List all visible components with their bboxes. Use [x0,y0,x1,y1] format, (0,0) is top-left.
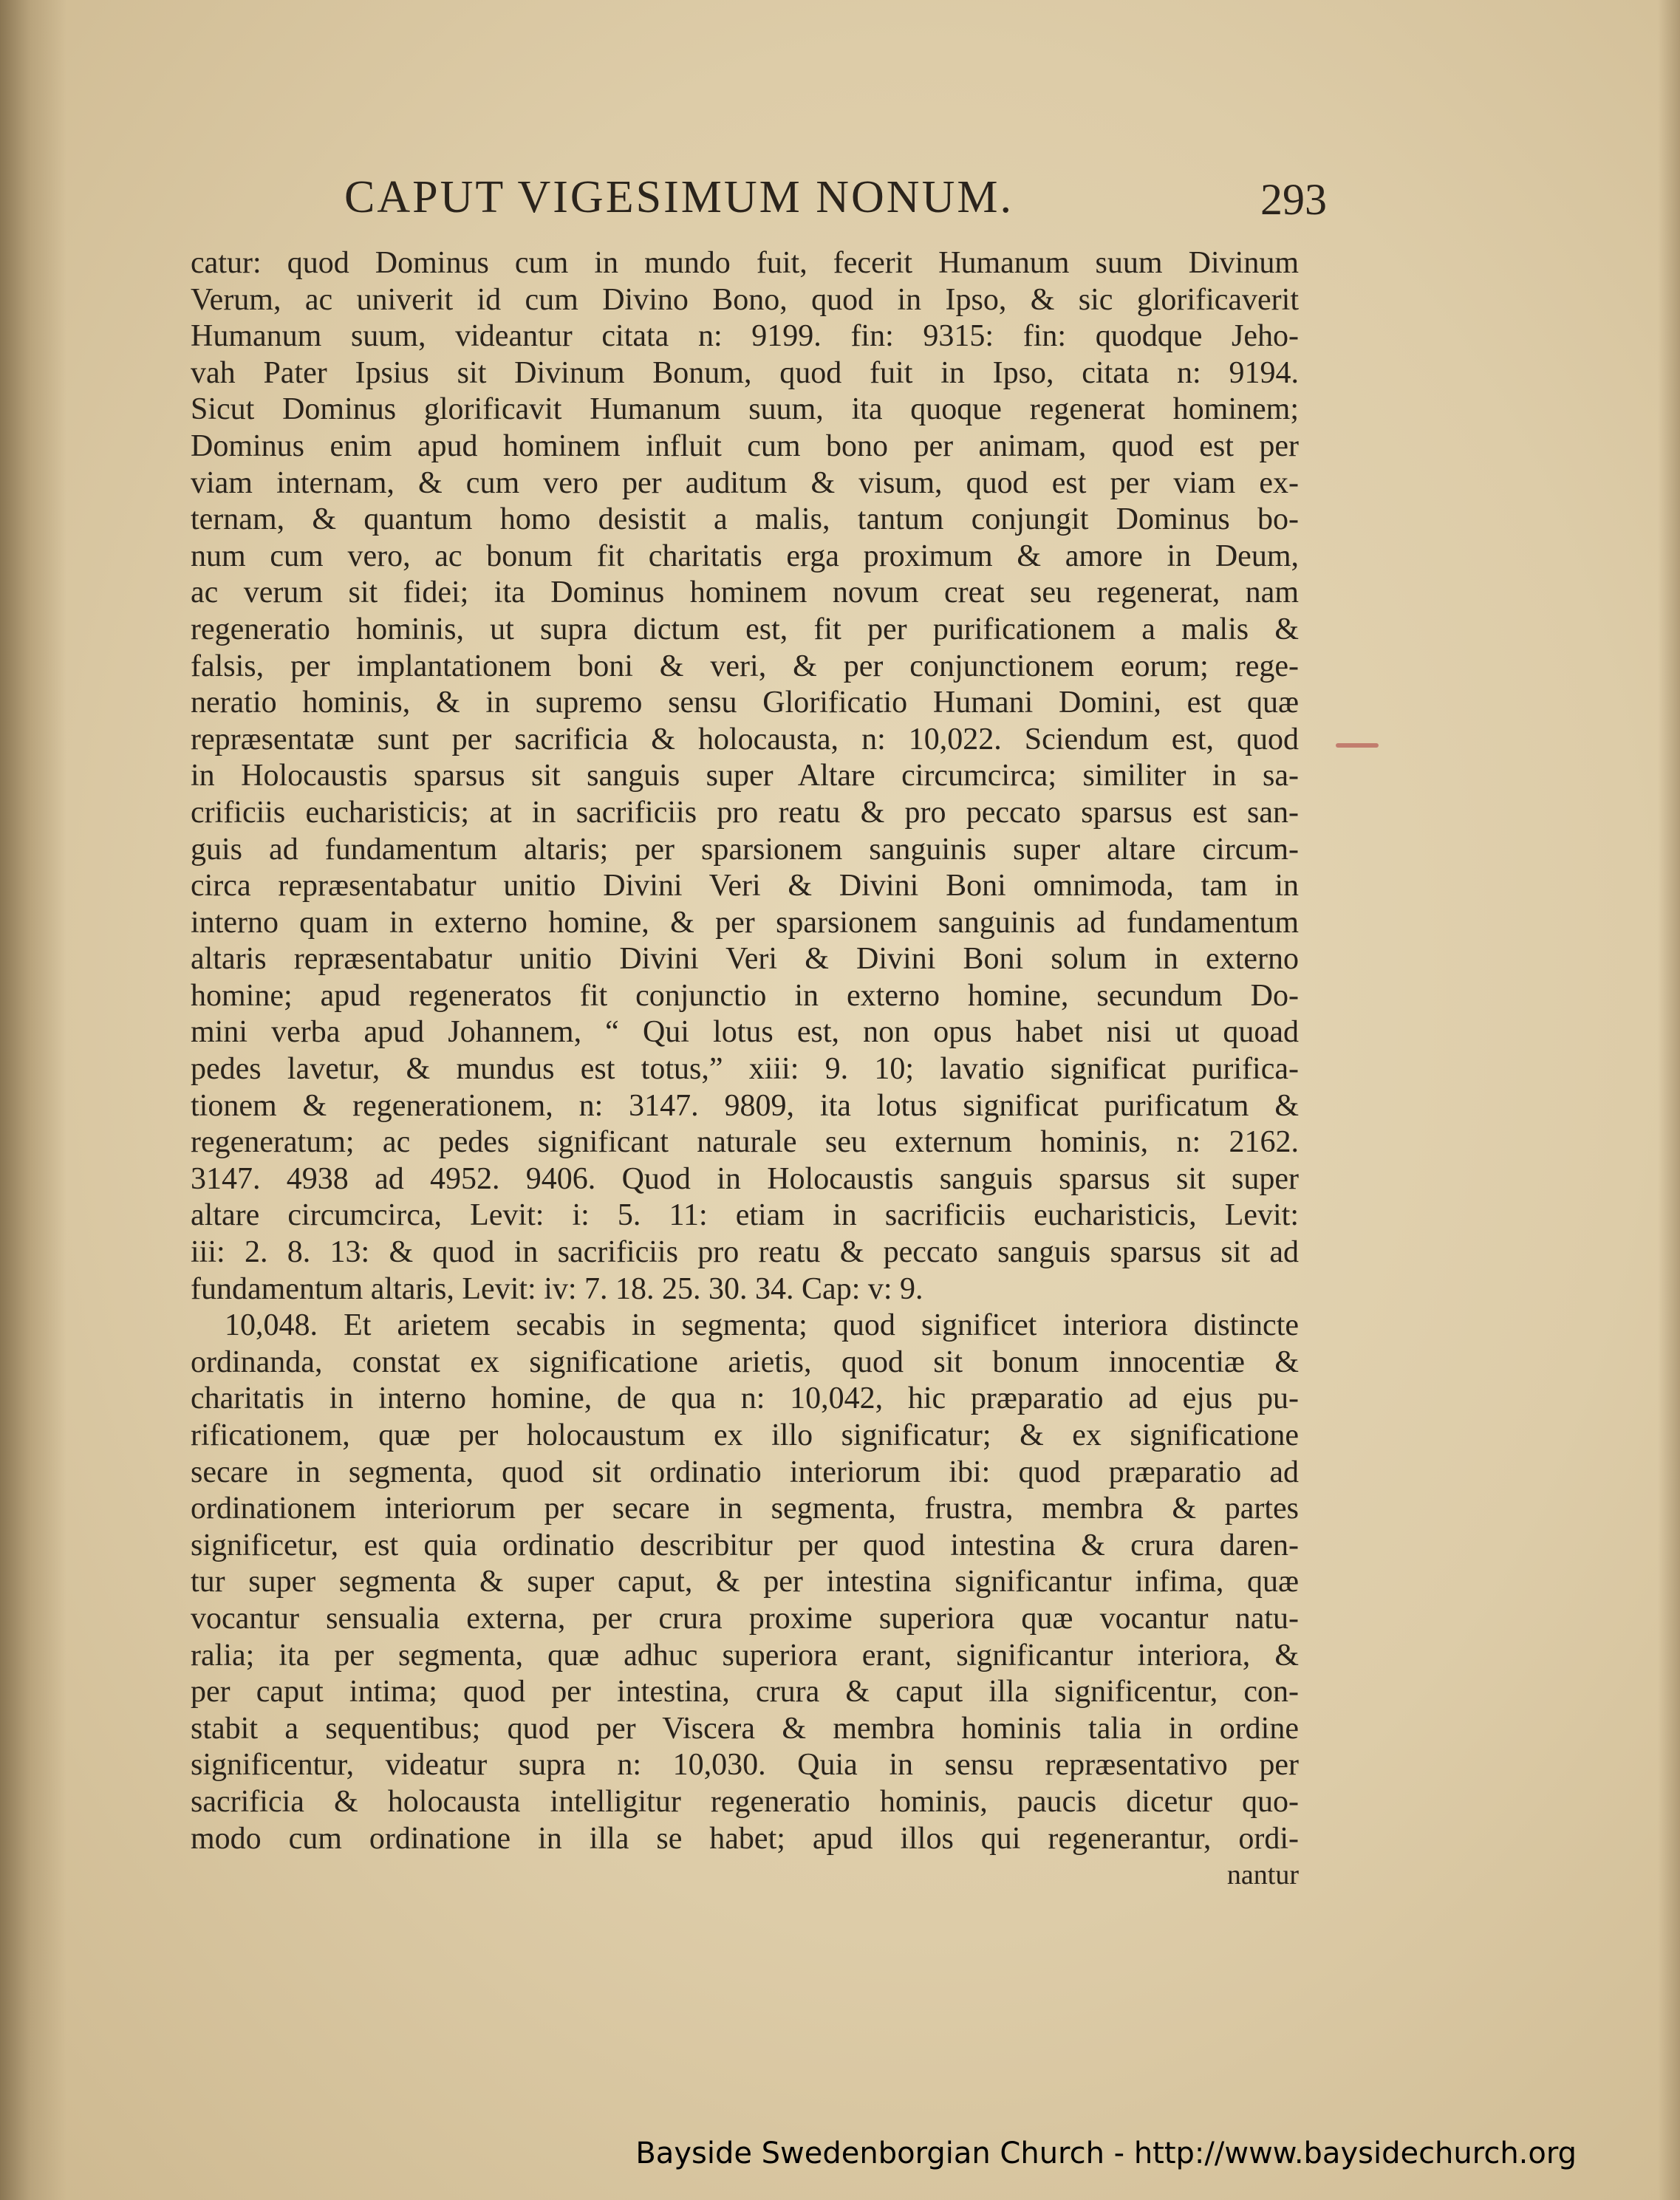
text-line: altare circumcirca, Levit: i: 5. 11: etiam in sacrificiis eucharisticis, Levit: [191,1198,1299,1233]
page-number: 293 [1260,175,1327,224]
margin-ink-mark [1336,743,1379,748]
text-line: Dominus enim apud hominem influit cum bono per animam, quod est per [191,428,1299,463]
chapter-title: CAPUT VIGESIMUM NONUM. [344,172,1014,222]
text-line: tionem & regenerationem, n: 3147. 9809, ita lotus significat purificatum & [191,1088,1299,1123]
text-line: altaris repræsentabatur unitio Divini Veri & Divini Boni solum in externo [191,942,1299,977]
text-line: neratio hominis, & in supremo sensu Glorificatio Humani Domini, est quæ [191,686,1299,720]
text-line: guis ad fundamentum altaris; per sparsionem sanguinis super altare circum- [191,832,1299,867]
text-line: iii: 2. 8. 13: & quod in sacrificiis pro reatu & peccato sanguis sparsus sit ad [191,1235,1299,1270]
gutter-shadow [0,0,66,2200]
text-line: falsis, per implantationem boni & veri, & per conjunctionem eorum; rege- [191,649,1299,683]
text-line: Sicut Dominus glorificavit Humanum suum, ita quoque regenerat hominem; [191,392,1299,427]
text-line: crificiis eucharisticis; at in sacrificiis pro reatu & pro peccato sparsus est san- [191,795,1299,830]
text-line: mini verba apud Johannem, “ Qui lotus est, non opus habet nisi ut quoad [191,1015,1299,1050]
page-edge [1658,0,1680,2200]
text-line: vah Pater Ipsius sit Divinum Bonum, quod fuit in Ipso, citata n: 9194. [191,355,1299,390]
text-line: stabit a sequentibus; quod per Viscera & membra hominis talia in ordine [191,1711,1299,1746]
text-line: Verum, ac univerit id cum Divino Bono, quod in Ipso, & sic glorificaverit [191,282,1299,317]
text-line: Humanum suum, videantur citata n: 9199. fin: 9315: fin: quodque Jeho- [191,319,1299,354]
text-line: ordinanda, constat ex significatione arietis, quod sit bonum innocentiæ & [191,1345,1299,1379]
text-line: num cum vero, ac bonum fit charitatis erga proximum & amore in Deum, [191,539,1299,573]
running-head [344,171,1327,230]
text-line: per caput intima; quod per intestina, crura & caput illa significentur, con- [191,1675,1299,1709]
text-line: 3147. 4938 ad 4952. 9406. Quod in Holocaustis sanguis sparsus sit super [191,1161,1299,1196]
text-line: ternam, & quantum homo desistit a malis, tantum conjungit Dominus bo- [191,502,1299,537]
text-line: vocantur sensualia externa, per crura proxime superiora quæ vocantur natu- [191,1601,1299,1636]
text-line: pedes lavetur, & mundus est totus,” xiii: 9. 10; lavatio significat purifica- [191,1052,1299,1087]
body-text [191,245,1299,1894]
text-line: tur super segmenta & super caput, & per intestina significantur infima, quæ [191,1565,1299,1599]
text-line: 10,048. Et arietem secabis in segmenta; quod significet interiora distincte [225,1308,1299,1343]
text-line: repræsentatæ sunt per sacrificia & holocausta, n: 10,022. Sciendum est, quod [191,722,1299,756]
text-line: interno quam in externo homine, & per sparsionem sanguinis ad fundamentum [191,905,1299,940]
text-line: viam internam, & cum vero per auditum & visum, quod est per viam ex- [191,465,1299,500]
text-line: ac verum sit fidei; ita Dominus hominem novum creat seu regenerat, nam [191,575,1299,610]
text-line: secare in segmenta, quod sit ordinatio interiorum ibi: quod præparatio ad [191,1455,1299,1489]
text-line: homine; apud regeneratos fit conjunctio in externo homine, secundum Do- [191,978,1299,1013]
text-line: sacrificia & holocausta intelligitur regeneratio hominis, paucis dicetur quo- [191,1784,1299,1819]
text-line: rificationem, quæ per holocaustum ex illo significatur; & ex significatione [191,1418,1299,1452]
text-line: significetur, est quia ordinatio describitur per quod intestina & crura daren- [191,1528,1299,1562]
text-line: ordinationem interiorum per secare in segmenta, frustra, membra & partes [191,1492,1299,1526]
text-line: catur: quod Dominus cum in mundo fuit, fecerit Humanum suum Divinum [191,246,1299,280]
catchword: nantur [1226,1859,1299,1891]
text-line: circa repræsentabatur unitio Divini Veri & Divini Boni omnimoda, tam in [191,869,1299,903]
text-line: modo cum ordinatione in illa se habet; apud illos qui regenerantur, ordi- [191,1821,1299,1856]
watermark: Bayside Swedenborgian Church - http://www.baysidechurch.org [635,2136,1577,2170]
text-line: in Holocaustis sparsus sit sanguis super Altare circumcirca; similiter in sa- [191,759,1299,793]
text-line: fundamentum altaris, Levit: iv: 7. 18. 25. 30. 34. Cap: v: 9. [191,1271,923,1306]
text-line: charitatis in interno homine, de qua n: 10,042, hic præparatio ad ejus pu- [191,1381,1299,1416]
text-line: regeneratio hominis, ut supra dictum est, fit per purificationem a malis & [191,612,1299,646]
text-line: significentur, videatur supra n: 10,030. Quia in sensu repræsentativo per [191,1748,1299,1783]
text-line: regeneratum; ac pedes significant naturale seu externum hominis, n: 2162. [191,1125,1299,1160]
text-line: ralia; ita per segmenta, quæ adhuc superiora erant, significantur interiora, & [191,1638,1299,1673]
